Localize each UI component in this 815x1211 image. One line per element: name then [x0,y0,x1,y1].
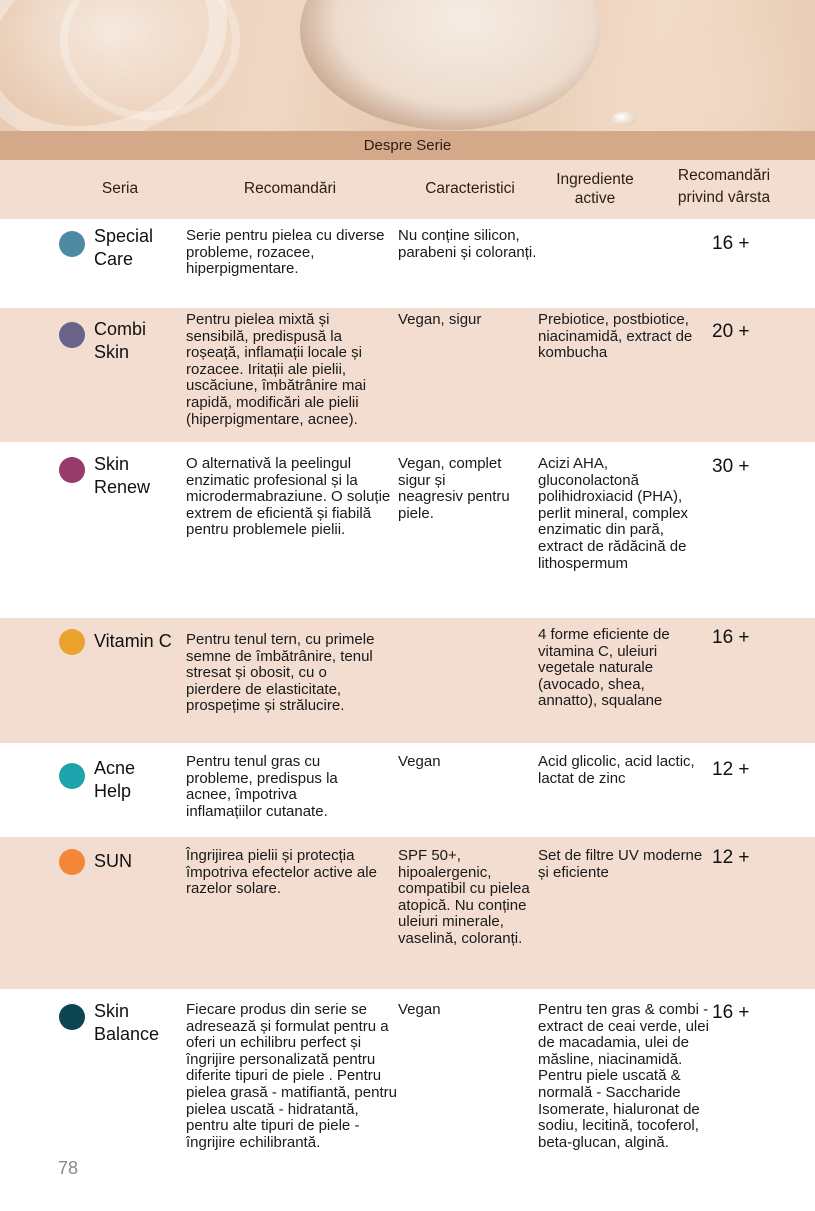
recommendations-cell: Pentru pielea mixtă și sensibilă, predispusă la roșeață, inflamații locale și rozacee. Iritații ale pielii, uscăciune, îmbătrânire mai rapidă, modificări ale pielii (hiperpigmentare, acnee). [186,311,367,428]
characteristics-cell: SPF 50+, hipoalergenic, compatibil cu pielea atopică. Nu conține uleiuri minerale, vaselină, coloranți. [398,847,530,947]
age-cell: 16 + [712,233,750,254]
recommendations-cell: Pentru tenul tern, cu primele semne de îmbătrânire, tenul stresat și obosit, cu o pierdere de elasticitate, prospețime și strălucire. [186,631,375,715]
series-name: Acne Help [94,758,136,801]
series-name: Special Care [94,226,154,269]
section-title-band [0,131,815,160]
series-name: Combi Skin [94,319,147,362]
table-row [0,219,815,308]
series-name: Vitamin C [94,631,172,651]
age-cell: 30 + [712,456,750,477]
section-title: Despre Serie [363,137,452,154]
table-row [0,442,815,618]
recommendations-cell: Serie pentru pielea cu diverse probleme, rozacee, hiperpigmentare. [186,227,385,278]
header-ingredients: Ingrediente active [556,171,634,207]
table-row [0,308,815,442]
age-cell: 16 + [712,627,750,648]
header-characteristics: Caracteristici [425,180,515,197]
age-cell: 20 + [712,321,750,342]
age-cell: 16 + [712,1002,750,1023]
series-color-dot [59,457,85,483]
series-color-dot [59,763,85,789]
age-cell: 12 + [712,759,750,780]
recommendations-cell: Fiecare produs din serie se adresează și formulat pentru a oferi un echilibru perfect și îngrijire personalizată pentru diferite tipuri de piele . Pentru pielea grasă - matifiantă, pentru pielea uscată - hidratantă, pentru alte tipuri de piele - îngrijire echilibrantă. [186,1001,397,1151]
series-name: Skin Balance [94,1001,160,1044]
table-row [0,989,815,1189]
series-name: SUN [94,851,133,871]
series-color-dot [59,231,85,257]
series-color-dot [59,629,85,655]
ingredients-cell: Set de filtre UV moderne și eficiente [538,847,703,881]
characteristics-cell: Vegan [398,753,441,770]
header-series: Seria [101,180,139,197]
ingredients-cell: Pentru ten gras & combi - extract de ceai verde, ulei de macadamia, ulei de măsline, niacinamidă. Pentru piele uscată & normală - Saccharide Isomerate, hialuronat de sodiu, lecitină, tocoferol, beta-glucan, algină. [538,1001,709,1151]
header-age: Recomandări privind vârsta [677,167,771,206]
ingredients-cell: Prebiotice, postbiotice, niacinamidă, extract de kombucha [538,311,693,362]
recommendations-cell: O alternativă la peelingul enzimatic profesional și la microdermabraziune. O soluție extrem de eficientă și fiabilă pentru problemele pielii. [186,455,391,539]
series-color-dot [59,849,85,875]
recommendations-cell: Pentru tenul gras cu probleme, predispus la acnee, împotriva inflamațiilor cutanate. [186,753,338,820]
table-row [0,618,815,743]
page-number: 78 [58,1158,79,1178]
characteristics-cell: Vegan, sigur [398,311,482,328]
ingredients-cell: 4 forme eficiente de vitamina C, uleiuri vegetale naturale (avocado, shea, annatto), squalane [538,626,670,710]
series-color-dot [59,322,85,348]
ingredients-cell: Acizi AHA, gluconolactonă polihidroxiacid (PHA), perlit mineral, complex enzimatic din pară, extract de rădăcină de lithospermum [538,455,689,572]
recommendations-cell: Îngrijirea pielii și protecția împotriva efectelor active ale razelor solare. [186,847,377,898]
characteristics-cell: Vegan [398,1001,441,1018]
header-recommendations: Recomandări [243,180,337,197]
ingredients-cell: Acid glicolic, acid lactic, lactat de zinc [538,753,695,787]
age-cell: 12 + [712,847,750,868]
characteristics-cell: Vegan, complet sigur și neagresiv pentru piele. [398,455,510,522]
table-row [0,743,815,837]
table-header [0,160,815,219]
table-row [0,837,815,989]
hero-image [0,0,815,131]
series-name: Skin Renew [94,454,151,497]
series-color-dot [59,1004,85,1030]
characteristics-cell: Nu conține silicon, parabeni și coloranți. [398,227,537,261]
